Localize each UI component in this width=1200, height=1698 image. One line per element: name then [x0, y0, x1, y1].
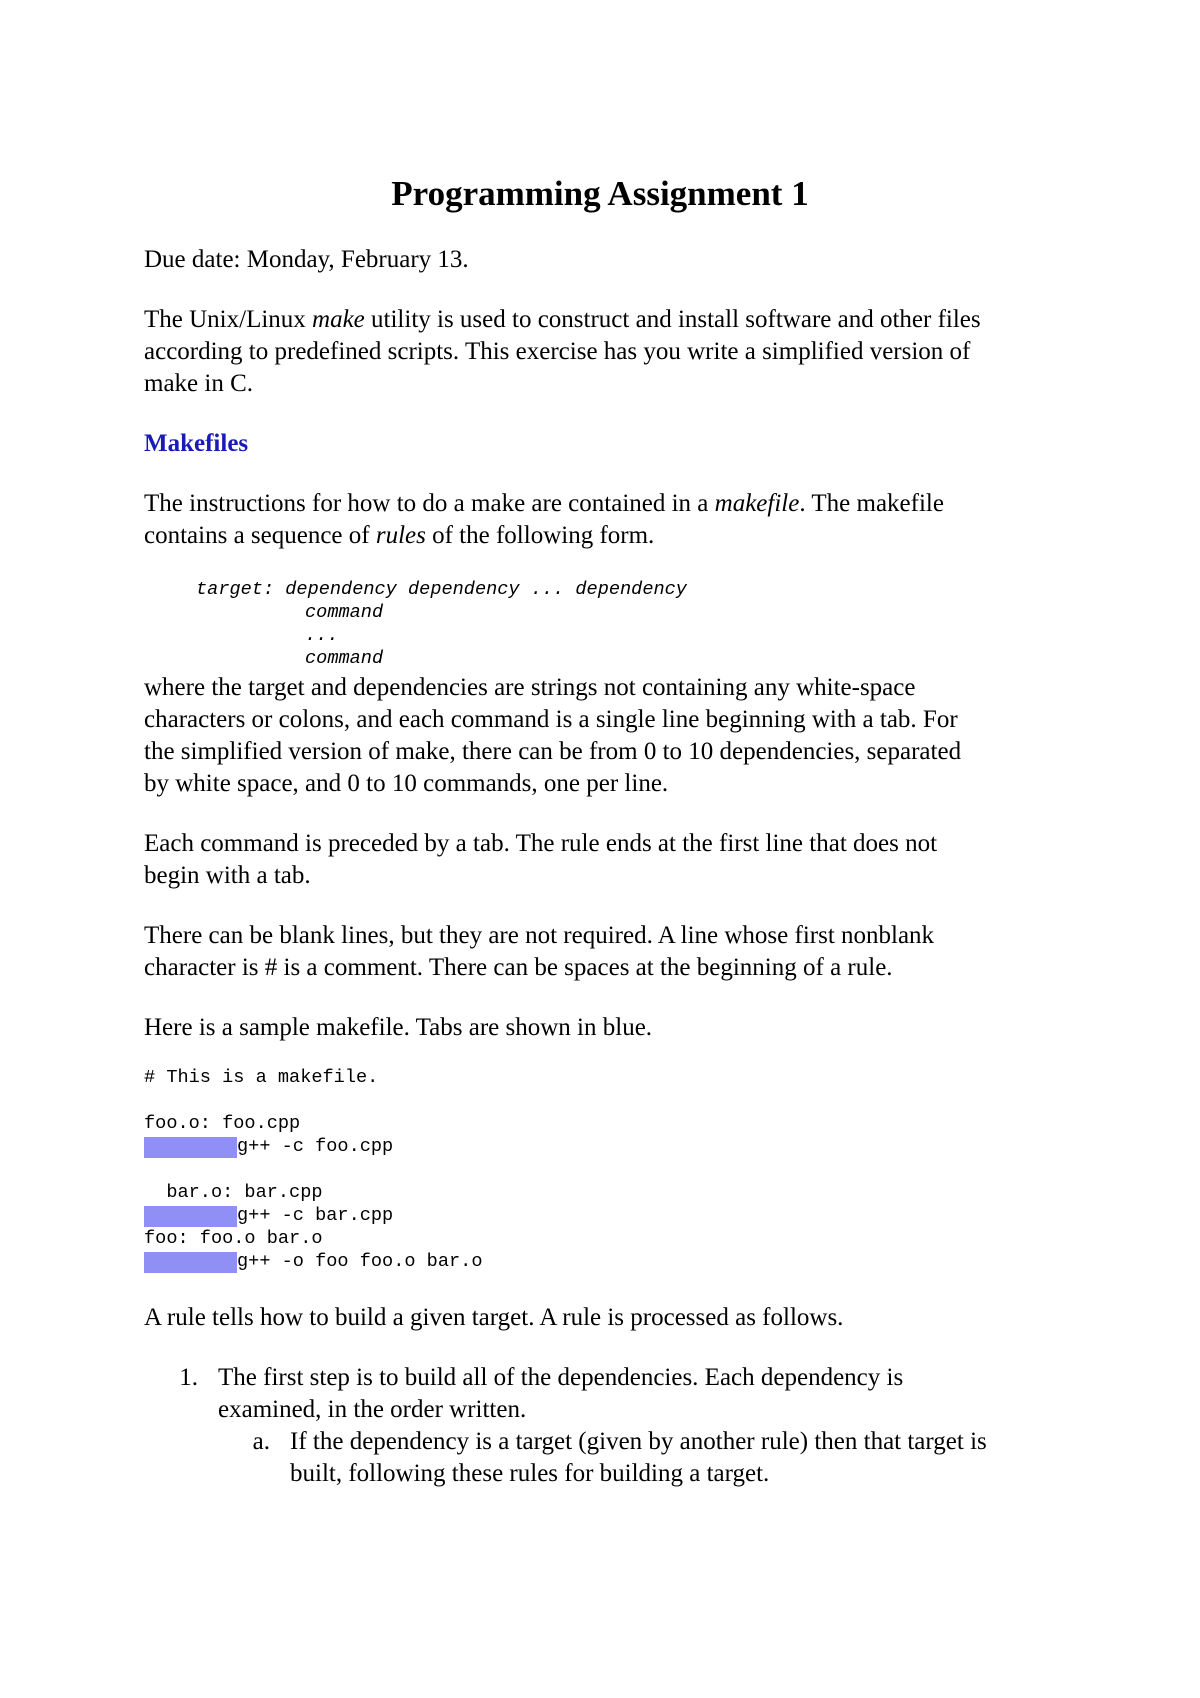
- para1-emphasis: rules: [375, 522, 426, 549]
- list-item-1-number: 1.: [179, 1364, 198, 1391]
- intro-emphasis: make: [312, 306, 365, 333]
- rule-form-line-4: command: [305, 648, 384, 669]
- list-subitem-a-letter: a.: [252, 1428, 270, 1455]
- list-subitem-a-line-2: built, following these rules for building a target.: [290, 1460, 770, 1487]
- intro-line-1: [144, 304, 981, 336]
- sample-rule-1-command: g++ -c foo.cpp: [237, 1136, 394, 1157]
- list-subitem-a-line-1: If the dependency is a target (given by another rule) then that target is: [290, 1428, 987, 1455]
- sample-rule-3-target: foo: foo.o bar.o: [144, 1228, 323, 1249]
- para5: Here is a sample makefile. Tabs are shown in blue.: [144, 1014, 653, 1041]
- tab-highlight: [144, 1206, 237, 1227]
- list-item-1-line-2: examined, in the order written.: [218, 1396, 527, 1423]
- tab-highlight: [144, 1252, 237, 1273]
- para1-line-2: [144, 520, 654, 552]
- section-heading-makefiles: Makefiles: [144, 430, 249, 457]
- rule-form-line-1: target: dependency dependency ... dependency: [196, 579, 687, 600]
- para4-line-1: There can be blank lines, but they are not required. A line whose first nonblank: [144, 922, 935, 949]
- para1-text: . The makefile: [799, 490, 944, 517]
- intro-text: The Unix/Linux: [144, 306, 313, 333]
- sample-rule-2-command: g++ -c bar.cpp: [237, 1205, 394, 1226]
- rule-form-line-3: ...: [305, 625, 339, 646]
- sample-rule-1-target: foo.o: foo.cpp: [144, 1113, 301, 1134]
- para3-line-2: begin with a tab.: [144, 862, 311, 889]
- para2-line-1: where the target and dependencies are strings not containing any white-space: [144, 674, 916, 701]
- para2-line-2: characters or colons, and each command is a single line beginning with a tab. For: [144, 706, 958, 733]
- page-title: Programming Assignment 1: [391, 174, 809, 213]
- due-date: Due date: Monday, February 13.: [144, 246, 469, 273]
- list-item-1-line-1: The first step is to build all of the dependencies. Each dependency is: [218, 1364, 904, 1391]
- intro-text: utility is used to construct and install software and other files: [364, 306, 981, 333]
- para2-line-3: the simplified version of make, there can be from 0 to 10 dependencies, separated: [144, 738, 962, 765]
- intro-line-3: make in C.: [144, 370, 254, 397]
- intro-line-2: according to predefined scripts. This exercise has you write a simplified version of: [144, 338, 971, 365]
- sample-comment-line: # This is a makefile.: [144, 1067, 379, 1088]
- para3-line-1: Each command is preceded by a tab. The rule ends at the first line that does not: [144, 830, 938, 857]
- para4-line-2: character is # is a comment. There can be spaces at the beginning of a rule.: [144, 954, 893, 981]
- para1-text: of the following form.: [425, 522, 655, 549]
- rule-form-line-2: command: [305, 602, 384, 623]
- sample-rule-3-command: g++ -o foo foo.o bar.o: [237, 1251, 483, 1272]
- para6: A rule tells how to build a given target. A rule is processed as follows.: [144, 1304, 844, 1331]
- tab-highlight: [144, 1137, 237, 1158]
- para1-emphasis: makefile: [714, 490, 800, 517]
- para2-line-4: by white space, and 0 to 10 commands, one per line.: [144, 770, 669, 797]
- sample-rule-2-target: bar.o: bar.cpp: [144, 1182, 323, 1203]
- para1-line-1: [144, 488, 944, 520]
- para1-text: contains a sequence of: [144, 522, 376, 549]
- para1-text: The instructions for how to do a make are contained in a: [144, 490, 715, 517]
